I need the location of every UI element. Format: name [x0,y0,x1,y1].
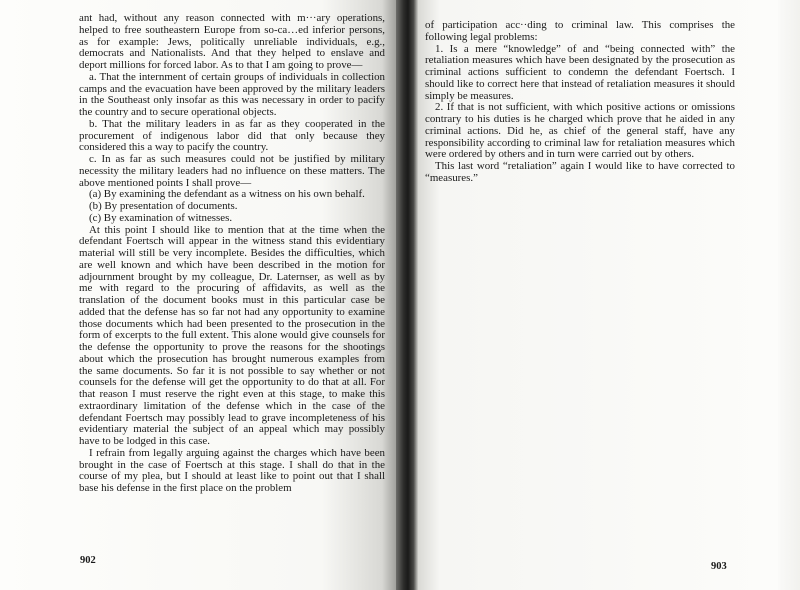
left-page-text-column [79,13,385,495]
paragraph: c. In as far as such measures could not be justified by military necessity the military leaders had no influence on these matters. The above mentioned points I shall prove— [79,153,385,189]
paragraph: At this point I should like to mention that at the time when the defendant Foertsch will appear in the witness stand this evidentiary material will still be very incomplete. Besides the difficulties, which are well known and which have been described in the motion for adjournment brought by my colleague, Dr. Laternser, as well as by me with regard to the procuring of affidavits, as well as the translation of the document books must in this particular case be added that the defense has so far not had any opportunity to examine those documents which had been presented to the prosecution in the form of excerpts to the full extent. This alone would give counsels for the defense the opportunity to prove the reasons for the shootings about which the prosecution has brought numerous examples from the same documents. So far it is not possible to say whether or not counsels for the defense will get the opportunity to do that at all. For that reason I must reserve the right even at this stage, to make this extraordinary limitation of the defense which in the case of the defendant Foertsch may possibly lead to grave incompleteness of his evidentiary material the subject of an appeal which may possibly have to be lodged in this case. [79,223,385,447]
right-page-margin [778,0,800,590]
paragraph: b. That the military leaders in as far as they cooperated in the procurement of indigenous labor did that only because they considered this a way to pacify the country. [79,117,385,154]
page-number-left: 902 [80,555,96,566]
paragraph: 2. If that is not sufficient, with which positive actions or omissions contrary to his duties is he charged which prove that he aided in any criminal actions. Did he, as chief of the general staff, have any responsibility according to criminal law for retaliation measures which were ordered by others and in turn were carried out by others. [425,101,735,161]
page-number-right: 903 [711,561,727,572]
paragraph: ant had, without any reason connected with m···ary operations, helped to free southeastern Europe from so-ca…ed inferior persons, as for example: Jews, politically unreliable individuals, e.g., democrats and Nationalists. And that they helped to enslave and deport millions for forced labor. As to that I am going to prove— [79,12,385,71]
paragraph: I refrain from legally arguing against the charges which have been brought in the case of Foertsch at this stage. I shall do that in the course of my plea, but I should at least like to point out that I shall base his defense in the first place on the problem [79,446,385,494]
paragraph: a. That the internment of certain groups of individuals in collection camps and the evacuation have been approved by the military leaders in the Southeast only insofar as this was necessary in order to pacify the country and to secure operational objects. [79,70,385,118]
paragraph: 1. Is a mere “knowledge” of and “being connected with” the retaliation measures which have been designated by the prosecution as criminal actions sufficient to condemn the defendant Foertsch. I should like to correct here that instead of retaliation measures it should simply be measures. [425,42,735,102]
paragraph: (c) By examination of witnesses. [89,211,233,224]
paragraph: (a) By examining the defendant as a witness on his own behalf. [89,188,365,201]
paragraph: (b) By presentation of documents. [89,200,238,212]
book-gutter [396,0,418,590]
right-page-text-column [425,20,735,185]
paragraph: of participation acc··ding to criminal law. This comprises the following legal problems: [425,19,735,43]
paragraph: This last word “retaliation” again I would like to have corrected to “measures.” [425,160,735,184]
